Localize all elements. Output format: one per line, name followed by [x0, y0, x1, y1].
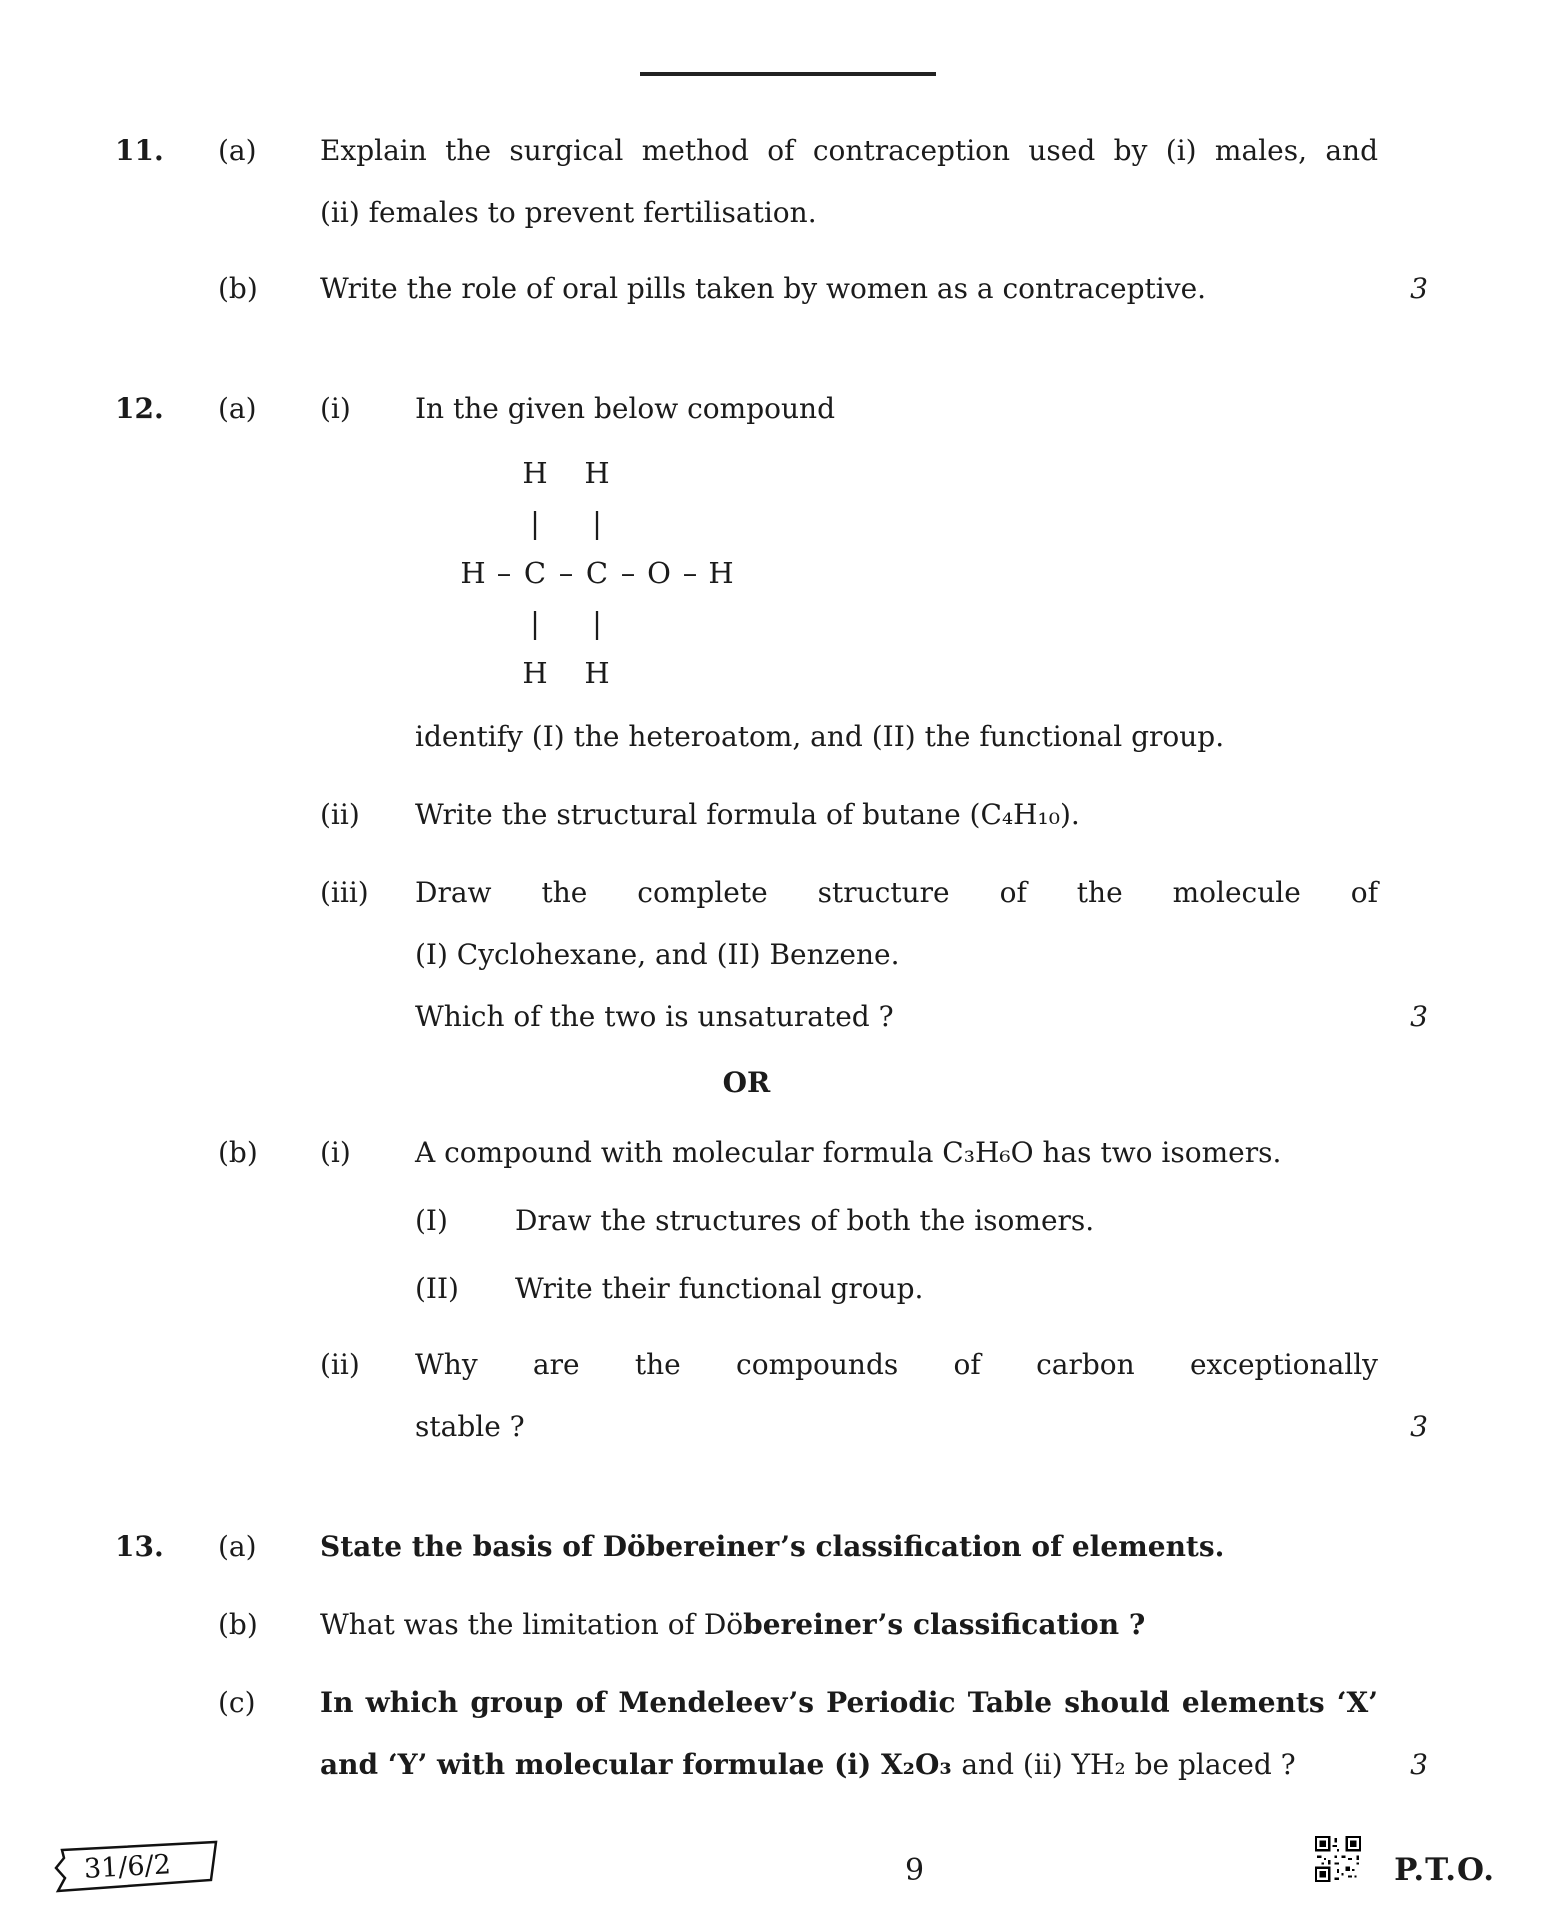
- question-text: Write the structural formula of butane (C₄H₁₀).: [415, 798, 1080, 831]
- or-label: OR: [722, 1066, 771, 1099]
- question-11-part-b: [115, 258, 1460, 320]
- question-13-part-b: [115, 1594, 1460, 1656]
- chem-cell: |: [530, 606, 540, 640]
- chem-cell: [703, 448, 739, 498]
- question-number: 12.: [115, 392, 164, 425]
- chem-cell: [615, 498, 641, 548]
- chem-cell: –: [682, 556, 698, 590]
- question-12-identify-line: [115, 706, 1460, 768]
- chem-cell: –: [496, 556, 512, 590]
- chem-cell: [677, 648, 703, 698]
- question-text-line: Draw the complete structure of the molecule of: [415, 876, 1378, 909]
- part-label: (c): [218, 1686, 256, 1719]
- sub-item-text: Draw the structures of both the isomers.: [515, 1204, 1095, 1237]
- question-text-line: [320, 1734, 1378, 1796]
- chem-cell: [615, 598, 641, 648]
- paper-code-flag: [48, 1838, 226, 1900]
- marks-value: 3: [1410, 272, 1428, 305]
- pto-label: P.T.O.: [1394, 1852, 1495, 1888]
- sub-item-text: Write their functional group.: [515, 1272, 924, 1305]
- qr-code-icon: [1315, 1836, 1361, 1886]
- subpart-label: (i): [320, 392, 351, 425]
- chem-cell: [677, 498, 703, 548]
- chem-cell: [703, 598, 739, 648]
- question-text: [415, 862, 1378, 1048]
- chem-cell: [455, 598, 491, 648]
- question-12-part-a-i: [115, 378, 1460, 440]
- chem-cell: –: [620, 556, 636, 590]
- question-text: [320, 120, 1378, 244]
- question-text-line: In which group of Mendeleev’s Periodic Table should elements ‘X’: [320, 1686, 1378, 1719]
- chem-cell: [455, 648, 491, 698]
- marks-value: 3: [1410, 1410, 1428, 1443]
- chem-cell: [641, 498, 677, 548]
- question-text-line: (I) Cyclohexane, and (II) Benzene.: [415, 938, 900, 971]
- sub-item: [415, 1190, 1378, 1252]
- chem-cell: |: [530, 506, 540, 540]
- question-12-part-b-i-I: [115, 1190, 1460, 1252]
- question-12-part-b-i-II: [115, 1258, 1460, 1320]
- chem-cell: [703, 498, 739, 548]
- chem-cell: H: [708, 556, 734, 590]
- question-text: Write the role of oral pills taken by women as a contraceptive.: [320, 272, 1207, 305]
- question-text-line: Why are the compounds of carbon exceptionally: [415, 1348, 1378, 1381]
- chem-cell: C: [585, 556, 609, 590]
- subpart-label: (ii): [320, 1348, 360, 1381]
- question-text: identify (I) the heteroatom, and (II) the functional group.: [415, 720, 1225, 753]
- chem-cell: [553, 598, 579, 648]
- question-text: [320, 1672, 1378, 1796]
- sub-item: [415, 1258, 1378, 1320]
- chem-cell: [491, 648, 517, 698]
- question-12-part-a-ii: [115, 784, 1460, 846]
- part-label: (a): [218, 1530, 257, 1563]
- question-text: In the given below compound: [415, 392, 835, 425]
- chem-cell: H: [584, 456, 610, 490]
- part-label: (a): [218, 392, 257, 425]
- sub-item-label: (I): [415, 1204, 448, 1237]
- question-text-segment: bereiner’s classification ?: [743, 1608, 1146, 1641]
- chem-cell: [553, 498, 579, 548]
- chem-cell: H: [460, 556, 486, 590]
- question-12-part-b-ii: [115, 1334, 1460, 1458]
- chem-cell: [641, 648, 677, 698]
- chem-cell: C: [523, 556, 547, 590]
- ethanol-structure-diagram: [455, 448, 739, 698]
- question-text-line: (ii) females to prevent fertilisation.: [320, 196, 817, 229]
- question-text-line: stable ?: [415, 1410, 525, 1443]
- question-12-part-b-i: [115, 1122, 1460, 1184]
- chem-cell: [491, 448, 517, 498]
- chem-cell: [455, 448, 491, 498]
- chem-cell: [677, 448, 703, 498]
- chem-cell: [455, 498, 491, 548]
- chem-cell: [641, 448, 677, 498]
- part-label: (b): [218, 1608, 258, 1641]
- part-label: (a): [218, 134, 257, 167]
- chem-cell: [703, 648, 739, 698]
- section-divider-rule: [640, 72, 936, 76]
- chem-cell: [491, 498, 517, 548]
- question-text: [320, 1594, 1378, 1656]
- chem-cell: |: [592, 606, 602, 640]
- chem-cell: [491, 598, 517, 648]
- chem-cell: H: [584, 656, 610, 690]
- or-separator-row: [115, 1052, 1460, 1114]
- question-11-part-a: [115, 120, 1460, 244]
- question-13-part-c: [115, 1672, 1460, 1796]
- marks-value: 3: [1410, 1748, 1428, 1781]
- question-text-line: Explain the surgical method of contraception used by (i) males, and: [320, 134, 1378, 167]
- chem-cell: [615, 648, 641, 698]
- subpart-label: (i): [320, 1136, 351, 1169]
- question-number: 11.: [115, 134, 164, 167]
- question-number: 13.: [115, 1530, 164, 1563]
- chem-cell: [641, 598, 677, 648]
- part-label: (b): [218, 1136, 258, 1169]
- chem-cell: H: [522, 656, 548, 690]
- subpart-label: (iii): [320, 876, 369, 909]
- paper-code-text: 31/6/2: [83, 1849, 172, 1885]
- subpart-label: (ii): [320, 798, 360, 831]
- chem-cell: |: [592, 506, 602, 540]
- question-text: State the basis of Döbereiner’s classification of elements.: [320, 1530, 1225, 1563]
- question-12-part-a-iii: [115, 862, 1460, 1048]
- marks-value: 3: [1410, 1000, 1428, 1033]
- question-text: A compound with molecular formula C₃H₆O has two isomers.: [415, 1136, 1282, 1169]
- question-text-line: Which of the two is unsaturated ?: [415, 1000, 894, 1033]
- sub-item-label: (II): [415, 1272, 459, 1305]
- chem-cell: [615, 448, 641, 498]
- question-text-segment: and (ii) YH₂ be placed ?: [961, 1748, 1296, 1781]
- chem-cell: –: [558, 556, 574, 590]
- question-13-part-a: [115, 1516, 1460, 1578]
- chem-cell: O: [647, 556, 671, 590]
- chem-cell: [677, 598, 703, 648]
- question-text-segment: What was the limitation of Dö: [320, 1608, 744, 1641]
- page-number: 9: [905, 1853, 925, 1888]
- question-text: [415, 1334, 1378, 1458]
- part-label: (b): [218, 272, 258, 305]
- chem-cell: [553, 648, 579, 698]
- paper-code-flag-outline: [48, 1838, 226, 1896]
- question-text-segment: and ‘Y’ with molecular formulae (i) X₂O₃: [320, 1748, 962, 1781]
- chem-cell: [553, 448, 579, 498]
- chem-cell: H: [522, 456, 548, 490]
